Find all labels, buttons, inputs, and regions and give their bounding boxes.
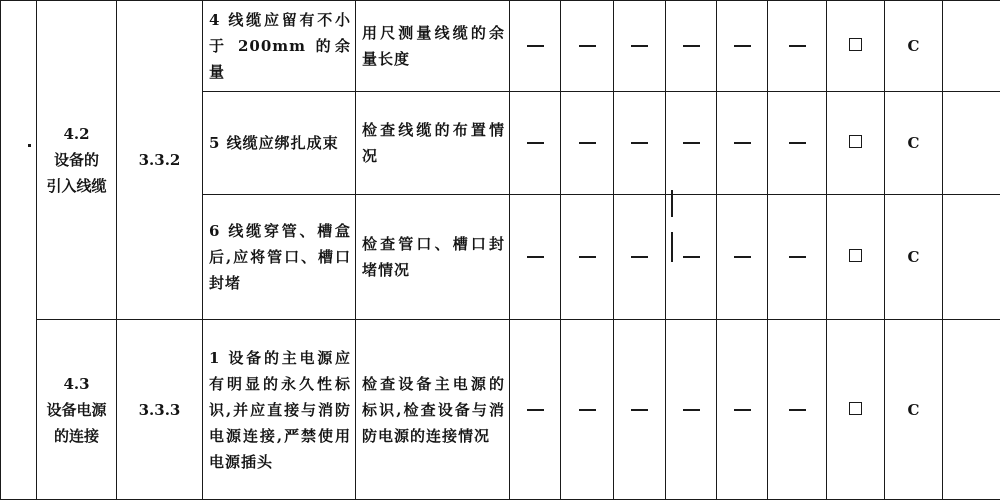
dash-mark bbox=[683, 256, 700, 258]
method-cell: 检查管口、槽口封堵情况 bbox=[356, 195, 510, 320]
dash-cell bbox=[768, 1, 827, 92]
empty-cell bbox=[943, 320, 1000, 500]
dash-mark bbox=[579, 409, 596, 411]
dash-mark bbox=[631, 256, 648, 258]
dash-cell bbox=[561, 320, 614, 500]
section-name-cell bbox=[37, 320, 117, 500]
dash-cell bbox=[561, 195, 614, 320]
requirement-cell: 4 线缆应留有不小于 200mm 的余量 bbox=[203, 1, 356, 92]
checkbox-cell bbox=[827, 320, 885, 500]
dash-cell bbox=[666, 1, 717, 92]
grade-cell: C bbox=[885, 92, 943, 195]
table-row bbox=[1, 1, 1000, 92]
dash-cell bbox=[561, 92, 614, 195]
table-row bbox=[1, 320, 1000, 500]
checkbox[interactable] bbox=[849, 135, 862, 148]
dash-mark bbox=[527, 409, 544, 411]
dash-mark bbox=[734, 409, 751, 411]
dash-mark bbox=[683, 142, 700, 144]
section-number: 4.3 bbox=[63, 374, 90, 393]
dash-mark bbox=[527, 256, 544, 258]
left-margin-cell bbox=[1, 1, 37, 500]
dash-mark bbox=[631, 142, 648, 144]
clause-cell: 3.3.2 bbox=[117, 1, 203, 320]
dash-cell bbox=[717, 1, 768, 92]
section-name-cell bbox=[37, 1, 117, 320]
scan-artifact-line bbox=[671, 190, 673, 217]
checkbox-cell bbox=[827, 92, 885, 195]
requirement-cell: 6 线缆穿管、槽盒后,应将管口、槽口封堵 bbox=[203, 195, 356, 320]
section-name-line: 设备电源 bbox=[46, 400, 107, 419]
dash-cell bbox=[666, 320, 717, 500]
dash-cell bbox=[768, 320, 827, 500]
dash-mark bbox=[734, 256, 751, 258]
checkbox-cell bbox=[827, 1, 885, 92]
dash-mark bbox=[789, 45, 806, 47]
dash-mark bbox=[734, 142, 751, 144]
checkbox-cell bbox=[827, 195, 885, 320]
method-cell: 检查设备主电源的标识,检查设备与消防电源的连接情况 bbox=[356, 320, 510, 500]
dash-mark bbox=[683, 45, 700, 47]
clause-cell: 3.3.3 bbox=[117, 320, 203, 500]
dash-cell bbox=[768, 195, 827, 320]
dash-mark bbox=[527, 45, 544, 47]
dash-cell bbox=[666, 92, 717, 195]
dash-cell bbox=[510, 92, 561, 195]
dash-mark bbox=[527, 142, 544, 144]
checkbox[interactable] bbox=[849, 38, 862, 51]
dash-cell bbox=[614, 195, 666, 320]
checkbox[interactable] bbox=[849, 249, 862, 262]
method-cell: 检查线缆的布置情况 bbox=[356, 92, 510, 195]
dash-mark bbox=[631, 409, 648, 411]
dash-cell bbox=[561, 1, 614, 92]
dash-cell bbox=[666, 195, 717, 320]
dash-mark bbox=[789, 142, 806, 144]
grade-cell: C bbox=[885, 195, 943, 320]
dash-mark bbox=[734, 45, 751, 47]
dash-cell bbox=[614, 320, 666, 500]
dash-cell bbox=[510, 195, 561, 320]
dash-cell bbox=[614, 1, 666, 92]
requirement-cell: 5 线缆应绑扎成束 bbox=[203, 92, 356, 195]
dash-cell bbox=[717, 320, 768, 500]
grade-cell: C bbox=[885, 1, 943, 92]
grade-cell: C bbox=[885, 320, 943, 500]
dash-mark bbox=[789, 256, 806, 258]
scan-artifact-dot bbox=[28, 144, 31, 147]
dash-cell bbox=[717, 195, 768, 320]
dash-cell bbox=[510, 1, 561, 92]
dash-mark bbox=[789, 409, 806, 411]
dash-cell bbox=[768, 92, 827, 195]
dash-mark bbox=[683, 409, 700, 411]
empty-cell bbox=[943, 195, 1000, 320]
dash-mark bbox=[579, 142, 596, 144]
dash-mark bbox=[631, 45, 648, 47]
empty-cell bbox=[943, 92, 1000, 195]
dash-mark bbox=[579, 45, 596, 47]
requirement-cell: 1 设备的主电源应有明显的永久性标识,并应直接与消防电源连接,严禁使用电源插头 bbox=[203, 320, 356, 500]
empty-cell bbox=[943, 1, 1000, 92]
section-name-line: 的连接 bbox=[53, 426, 99, 445]
scan-artifact-line bbox=[671, 232, 673, 262]
dash-cell bbox=[614, 92, 666, 195]
checkbox[interactable] bbox=[849, 402, 862, 415]
section-name-line: 引入线缆 bbox=[46, 177, 107, 195]
section-number: 4.2 bbox=[63, 125, 90, 143]
dash-mark bbox=[579, 256, 596, 258]
dash-cell bbox=[717, 92, 768, 195]
section-name-line: 设备的 bbox=[53, 151, 99, 169]
dash-cell bbox=[510, 320, 561, 500]
method-cell: 用尺测量线缆的余量长度 bbox=[356, 1, 510, 92]
